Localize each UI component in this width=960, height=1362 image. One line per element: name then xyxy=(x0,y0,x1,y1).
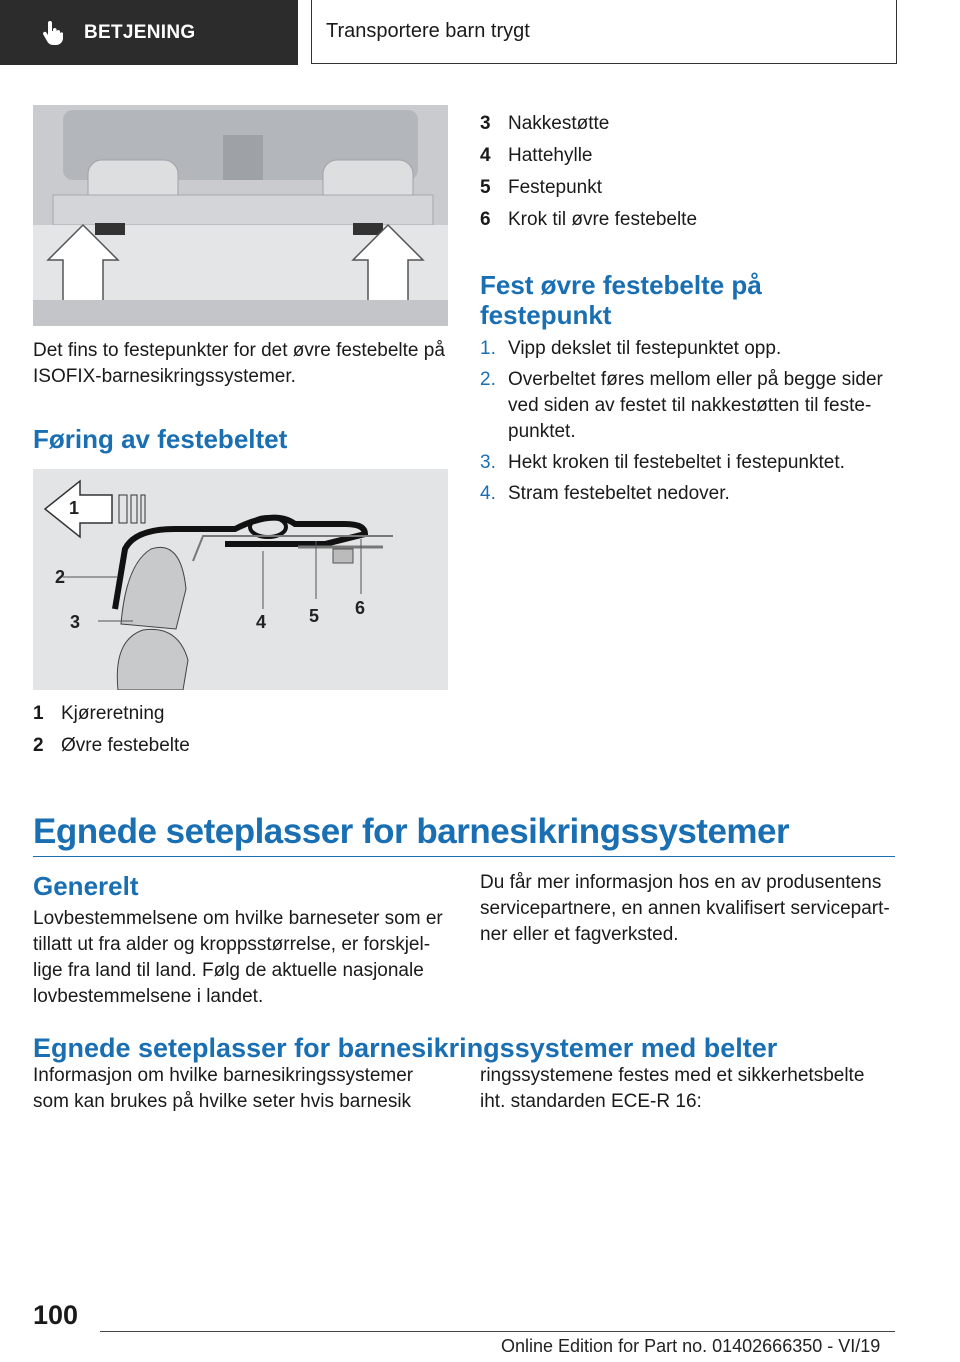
legend-item: 6 Krok til øvre festebelte xyxy=(480,209,698,230)
callout-6: 6 xyxy=(355,598,366,618)
header-breadcrumb-box xyxy=(311,0,897,64)
breadcrumb: Transportere barn trygt xyxy=(326,20,530,42)
legend-item: 1 Kjøreretning xyxy=(33,703,165,724)
belt-routing-illustration xyxy=(33,469,448,690)
legend-item: 5 Festepunkt xyxy=(480,177,602,198)
attach-steps xyxy=(480,336,908,512)
anchor-points-figure xyxy=(33,105,448,326)
general-text-right: Du får mer informasjon hos en av produsentens servicepartnere, en annen kvalifisert servicepartner eller et fagverksted. xyxy=(480,872,890,945)
callout-2: 2 xyxy=(55,567,66,587)
edition-text: Online Edition for Part no. 01402666350 - VI/19 xyxy=(501,1336,881,1356)
callout-3: 3 xyxy=(70,612,81,632)
section-rule xyxy=(33,856,895,857)
legend-item: 2 Øvre festebelte xyxy=(33,735,190,756)
legend-right xyxy=(480,108,697,236)
belt-routing-figure xyxy=(33,469,448,690)
anchor-points-illustration xyxy=(33,105,448,326)
callout-5: 5 xyxy=(309,606,320,626)
legend-left xyxy=(33,698,190,762)
page-number: 100 xyxy=(33,1300,79,1330)
callout-4: 4 xyxy=(256,612,267,632)
hand-pointer-icon xyxy=(40,20,66,46)
footer-rule xyxy=(100,1331,895,1332)
general-text: Lovbestemmelsene om hvilke barneseter som er tillatt ut fra alder og kroppsstørrelse, er forskjellige fra land til land. Følg de aktuelle nasjonale lovbestemmelsene i landet. xyxy=(33,908,443,1007)
step-item: 2. Overbeltet føres mellom eller på begge sider ved siden av festet til nakkestøtten til festepunktet. xyxy=(480,369,883,442)
attach-heading: Fest øvre festebelte på festepunkt xyxy=(480,270,762,330)
belts-text-left: Informasjon om hvilke barnesikringssystemer som kan brukes på hvilke seter hvis barnesik xyxy=(33,1065,414,1112)
header-section-tab xyxy=(0,0,298,65)
step-item: 3. Hekt kroken til festebeltet i festepunktet. xyxy=(480,452,845,473)
figure1-caption: Det fins to festepunkter for det øvre festebelte på ISOFIX-barnesikringssystemer. xyxy=(33,340,445,387)
belts-text-right: ringssystemene festes med et sikkerhetsbelte iht. standarden ECE-R 16: xyxy=(480,1065,865,1112)
section-label: BETJENING xyxy=(84,21,196,43)
legend-item: 3 Nakkestøtte xyxy=(480,113,610,134)
belts-heading: Egnede seteplasser for barnesikringssystemer med belter xyxy=(33,1033,778,1063)
routing-heading: Føring av festebeltet xyxy=(33,424,288,454)
general-heading: Generelt xyxy=(33,871,139,901)
callout-1: 1 xyxy=(69,498,80,518)
step-item: 1. Vipp dekslet til festepunktet opp. xyxy=(480,338,782,359)
step-item: 4. Stram festebeltet nedover. xyxy=(480,483,730,504)
section-title: Egnede seteplasser for barnesikringssystemer xyxy=(33,812,790,851)
legend-item: 4 Hattehylle xyxy=(480,145,593,166)
